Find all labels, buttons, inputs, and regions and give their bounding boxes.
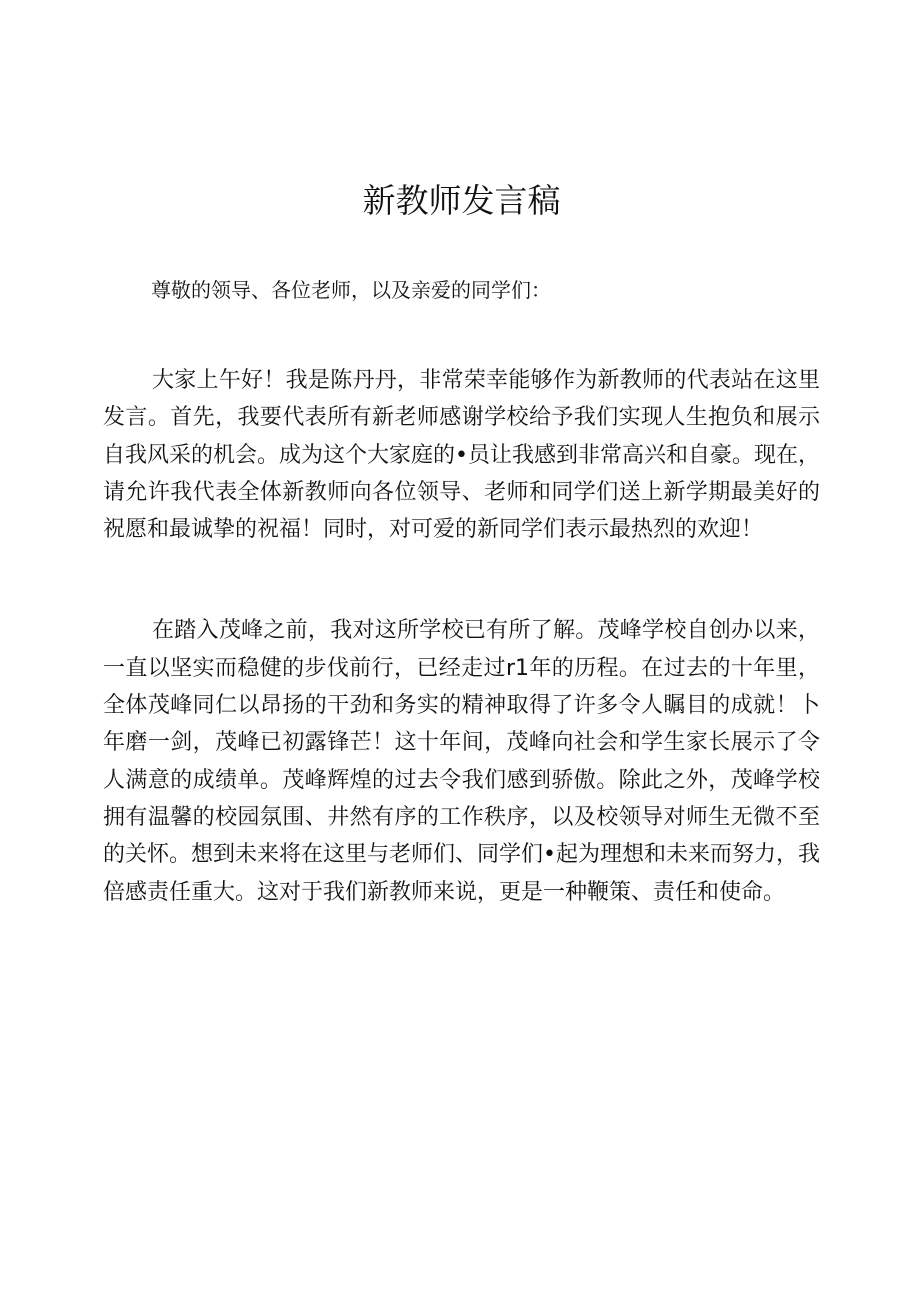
paragraph-2: 在踏入茂峰之前，我对这所学校已有所了解。茂峰学校自创办以来，一直以坚实而稳健的步伐前行，已经走过r1年的历程。在过去的十年里，全体茂峰同仁以昂扬的干劲和务实的精神取得了许多令人瞩目的成就！卜年磨一剑，茂峰已初露锋芒！这十年间，茂峰向社会和学生家长展示了令人满意的成绩单。茂峰辉煌的过去令我们感到骄傲。除此之外，茂峰学校拥有温馨的校园氛围、井然有序的工作秩序，以及校领导对师生无微不至的关怀。想到未来将在这里与老师们、同学们•起为理想和未来而努力，我倍感责任重大。这对于我们新教师来说，更是一种鞭策、责任和使命。 [103, 618, 820, 905]
document-title: 新教师发言稿 [362, 181, 561, 220]
salutation-line: 尊敬的领导、各位老师，以及亲爱的同学们： [151, 278, 551, 302]
paragraph-1: 大家上午好！我是陈丹丹，非常荣幸能够作为新教师的代表站在这里发言。首先，我要代表所有新老师感谢学校给予我们实现人生抱负和展示自我风采的机会。成为这个大家庭的•员让我感到非常高兴和自豪。现在，请允许我代表全体新教师向各位领导、老师和同学们送上新学期最美好的祝愿和最诚挚的祝福！同时，对可爱的新同学们表示最热烈的欢迎！ [103, 368, 820, 543]
